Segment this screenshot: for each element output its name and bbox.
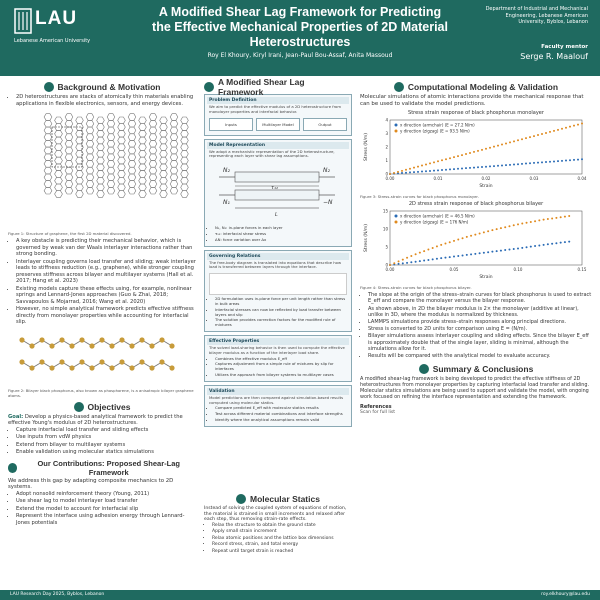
x-tick-label: 0.03 [529, 176, 539, 182]
background-section-title: Background & Motivation [8, 80, 196, 94]
figure2-caption: Figure 2: Bilayer black phosphorus, also known as phosphorene, is a anisotropic bilayer graphene atoms. [8, 387, 194, 398]
logo-subtitle: Lebanese American University [14, 38, 91, 44]
data-point [508, 249, 510, 251]
data-point [555, 242, 557, 244]
y-tick-label: 15 [382, 208, 388, 214]
data-point [440, 257, 442, 259]
governing-relations-text: The free-body diagram is translated into equations that describe how load is transferred between layers through the interface. [209, 259, 342, 270]
data-point [508, 225, 510, 227]
references-text: Scan for full list [360, 410, 395, 416]
data-point [517, 248, 519, 250]
data-point [449, 157, 451, 159]
data-point [477, 166, 479, 168]
data-point [389, 264, 391, 266]
data-point [429, 170, 431, 172]
modeling-icon [394, 82, 404, 92]
data-point [453, 168, 455, 170]
statics-bullets: • Relax the structure to obtain the ground state • Apply small strain increment • Relax atomic positions and the lattice box dimensions • Record stress, strain, and total energy • Repeat until target strain is reached [204, 523, 352, 555]
data-point [473, 151, 475, 153]
data-point [513, 141, 515, 143]
data-point [551, 218, 553, 220]
data-point [551, 243, 553, 245]
figure3-caption: Figure 3: Stress-strain curves for black phosphorus monolayer. [360, 194, 479, 200]
data-point [500, 250, 502, 252]
data-point [485, 148, 487, 150]
problem-definition-box [204, 94, 352, 136]
data-point [500, 227, 502, 229]
data-point [436, 246, 438, 248]
data-point [541, 133, 543, 135]
poster-title: A Modified Shear Lag Framework for Predicting the Effective Mechanical Properties of 2D Material Heterostructures [152, 5, 448, 49]
n2-right-label: N₂ [323, 167, 330, 175]
data-point [568, 241, 570, 243]
background-intro: • 2D heterostructures are stacks of atomically thin materials enabling applications in flexible electronics, sensors, and energy devices. [8, 94, 196, 107]
data-point [501, 144, 503, 146]
data-point [543, 244, 545, 246]
data-point [496, 228, 498, 230]
data-point [501, 165, 503, 167]
x-tick-label: 0.10 [513, 267, 523, 273]
data-point [569, 126, 571, 128]
data-point [545, 132, 547, 134]
data-point [462, 237, 464, 239]
data-point [525, 137, 527, 139]
data-point [525, 163, 527, 165]
contributions-icon [8, 463, 17, 473]
n1-label: N₁ [223, 199, 230, 207]
data-point [453, 156, 455, 158]
data-point [553, 130, 555, 132]
data-point [561, 128, 563, 130]
data-point [432, 259, 434, 261]
data-point [529, 162, 531, 164]
data-point [577, 159, 579, 161]
data-point [417, 171, 419, 173]
neg-n-label: −N [323, 199, 333, 207]
chart2-title: 2D stress strain response of black phosphorus bilayer [408, 201, 544, 208]
governing-relations-box [204, 250, 352, 332]
monolayer-chart [360, 116, 592, 188]
objectives-goal: Goal: Develop a physics-based analytical framework to predict the effective Young's modulus of 2D heterostructures. [8, 413, 183, 426]
data-point [577, 124, 579, 126]
x-tick-label: 0.00 [385, 267, 395, 273]
data-point [534, 245, 536, 247]
data-point [504, 226, 506, 228]
diagram-legend: • N₁, N₂: in-plane forces in each layer • τ₁₂: interfacial shear stress • ΔN: force variation over Δx [207, 226, 349, 242]
data-point [423, 250, 425, 252]
effective-properties-box [204, 335, 352, 382]
n2-label: N₂ [223, 167, 230, 175]
data-point [479, 233, 481, 235]
references-label: References [360, 404, 392, 411]
data-point [505, 164, 507, 166]
graphene-lattice-icon [8, 109, 196, 229]
data-point [469, 152, 471, 154]
data-point [405, 172, 407, 174]
data-point [415, 253, 417, 255]
data-point [429, 163, 431, 165]
footer-left: LAU Research Day 2025, Byblos, Lebanon [10, 592, 105, 597]
flow-inputs: Inputs [209, 118, 253, 131]
data-point [466, 254, 468, 256]
data-point [398, 263, 400, 265]
data-point [479, 252, 481, 254]
data-point [444, 257, 446, 259]
data-point [423, 260, 425, 262]
legend-label: y direction (zigzag) (E = 176 N/m) [400, 219, 469, 225]
data-point [555, 217, 557, 219]
data-point [474, 234, 476, 236]
y-tick-label: 10 [382, 226, 388, 232]
data-point [427, 259, 429, 261]
legend-marker [395, 215, 398, 218]
data-point [541, 162, 543, 164]
data-point [517, 224, 519, 226]
figure1-caption: Figure 1: Structure of graphene, the first 2D material discovered. [8, 231, 132, 236]
lau-logo [14, 8, 91, 58]
effective-properties-text: The solved load-sharing behavior is then used to compute the effective bilayer modulus as a function of the interlayer load share. [209, 344, 345, 355]
x-tick-label: 0.05 [449, 267, 459, 273]
model-representation-header: Model Representation [207, 142, 349, 149]
data-point [445, 169, 447, 171]
data-point [547, 218, 549, 220]
data-point [581, 123, 583, 125]
legend-marker [395, 124, 398, 127]
phosphorene-figure [8, 328, 196, 386]
data-point [410, 255, 412, 257]
data-point [441, 169, 443, 171]
data-point [565, 160, 567, 162]
mentor-name: Serge R. Maalouf [520, 52, 588, 61]
x-axis-label: Strain [479, 184, 493, 189]
objectives-icon [74, 402, 84, 412]
summary-icon [419, 364, 429, 374]
data-point [397, 171, 399, 173]
data-point [413, 167, 415, 169]
figure4-caption: Figure 4: Stress-strain curves for black phosphorus bilayer. [360, 285, 472, 291]
governing-bullets: • 2D formulation uses in-plane force per unit length rather than stress in bulk areas • Interfacial stresses can now be reflected by load transfer between layers and slip • The solution provides correction factors for the modified rule of mixtures [207, 297, 349, 328]
data-point [489, 147, 491, 149]
data-point [465, 167, 467, 169]
legend-label: x direction (armchair) (E = 46.5 N/m) [400, 213, 475, 219]
data-point [513, 224, 515, 226]
data-point [477, 150, 479, 152]
data-point [449, 256, 451, 258]
governing-relations-header: Governing Relations [207, 253, 349, 260]
data-point [457, 155, 459, 157]
contributions-bullets: • Adopt nonsolid reinforcement theory (Young, 2011) • Use shear lag to model interlayer load transfer • Extend the model to account for interfacial slip • Represent the interface using adhesion energy through Lennard-Jones potentials [8, 491, 196, 527]
data-point [436, 258, 438, 260]
data-point [509, 142, 511, 144]
data-point [557, 160, 559, 162]
data-point [401, 170, 403, 172]
data-point [526, 246, 528, 248]
y-tick-label: 0 [385, 171, 388, 177]
chart1-title: Stress strain response of black phosphorus monolayer [408, 110, 544, 117]
validation-text: Model predictions are then compared against simulation-based results computed using molecular statics. [209, 394, 344, 405]
legend-marker [395, 221, 398, 224]
data-point [497, 145, 499, 147]
data-point [513, 248, 515, 250]
data-point [485, 166, 487, 168]
data-point [461, 154, 463, 156]
data-point [487, 230, 489, 232]
y-tick-label: 2 [385, 144, 388, 150]
data-point [569, 159, 571, 161]
data-point [549, 161, 551, 163]
objectives-section-title: Objectives [8, 400, 196, 414]
summary-section-title: Summary & Conclusions [360, 362, 592, 376]
data-point [453, 240, 455, 242]
shear-lag-diagram-icon [207, 160, 347, 222]
data-point [543, 219, 545, 221]
length-label: L [275, 212, 278, 219]
data-point [521, 223, 523, 225]
model-representation-text: We adopt a mechanistic representation of the 2D heterostructure, representing each layer with shear lag assumptions. [209, 148, 335, 159]
y-axis-label: Stress (N/m) [364, 224, 369, 253]
data-point [398, 261, 400, 263]
data-point [568, 215, 570, 217]
phosphorene-chain-icon [8, 328, 196, 386]
summary-paragraph: A modified shear-lag framework is being developed to predict the effective stiffness of 2D heterostructures from monolayer properties by capturing interfacial load transfer and sliding. Molecular statics simulations are being used to support and validate the model, with ongoing work focused on refining the interface representation and extending the framework. [360, 376, 590, 401]
effective-bullets: • Combines the effective modulus E_eff • Captures adjustment from a simple rule of mixtures by slip for interfaces • Utilizes the approach from bilayer systems to multilayer cases [207, 357, 349, 378]
data-point [549, 131, 551, 133]
data-point [483, 232, 485, 234]
tau-label: τ₁₂ [271, 185, 279, 192]
data-point [437, 170, 439, 172]
validation-header: Validation [207, 388, 349, 395]
department: Department of Industrial and Mechanical Engineering, Lebanese American University, Byblos, Lebanon [485, 6, 588, 25]
data-point [453, 256, 455, 258]
legend-marker [395, 130, 398, 133]
authors: Roy El Khoury, Kiryl Irani, Jean-Paul Bou-Assaf, Anita Massoud [207, 52, 393, 59]
contributions-section-title: Our Contributions: Proposed Shear-Lag Framework [8, 458, 196, 478]
data-point [401, 172, 403, 174]
data-point [427, 249, 429, 251]
data-point [538, 245, 540, 247]
problem-flow [207, 116, 349, 133]
data-point [402, 263, 404, 265]
data-point [462, 255, 464, 257]
data-point [537, 134, 539, 136]
data-point [509, 164, 511, 166]
problem-definition-text: We aim to predict the effective modulus of a 2D heterostructure from monolayer properties and interfacial behavior. [209, 104, 342, 114]
statics-icon [236, 494, 246, 504]
data-point [441, 159, 443, 161]
modeling-bullets: • The slope at the origin of the stress–strain curves for black phosphorus is used to extract E_eff and compare the monolayer versus the bilayer response. • As shown above, in 2D the bilayer modulus is 2× the monolayer (additive at linear), unlike in 3D, where the modulus is normalized by thickness. • LAMMPS simulations provide stress–strain responses along principal directions. • Stress is converted to 2D units for comparison using E = (N/m). • Bilayer simulations assess interlayer coupling and sliding effects. Since the bilayer E_eff is approximately double that of the single layer, sliding is minimal, although the simulations allow for it. • Results will be compared with the analytical model to evaluate accuracy. [360, 292, 592, 359]
statics-section-title: Molecular Statics [204, 492, 352, 506]
data-point [564, 216, 566, 218]
data-point [533, 135, 535, 137]
mentor-label: Faculty mentor [541, 44, 588, 50]
data-point [466, 236, 468, 238]
y-tick-label: 0 [385, 262, 388, 268]
background-icon [44, 82, 54, 92]
statics-paragraph: Instead of solving the coupled system of equations of motion, the material is strained in small increments and relaxed after each step, thus removing strain-rate effects. [204, 506, 347, 523]
data-point [405, 169, 407, 171]
data-point [419, 252, 421, 254]
y-tick-label: 4 [385, 117, 388, 123]
validation-box [204, 385, 352, 427]
data-point [491, 229, 493, 231]
data-point [521, 247, 523, 249]
data-point [457, 168, 459, 170]
data-point [437, 160, 439, 162]
data-point [449, 169, 451, 171]
x-tick-label: 0.01 [433, 176, 443, 182]
background-bullets: • A key obstacle is predicting their mechanical behavior, which is governed by weak van der Waals interlayer interactions rather than strong bonding. • Interlayer coupling governs load transfer and sliding; weak interlayer leads to stiffness reduction (e.g., graphene), while stronger coupling preserves stiffness across bilayer and multilayer systems (Hall et al. 2017; Hang et al. 2023) • Existing models capture these effects using, for example, nonlinear springs and Lennard-Jones approaches (Guo & Zhai, 2018; Savvapoulos & Mojarrad, 2016; Wang et al. 2020) • However, no simple analytical framework predicts effective stiffness directly from monolayer properties while accounting for interfacial slip. [8, 238, 196, 326]
data-point [433, 162, 435, 164]
column-right [360, 80, 592, 415]
y-axis-label: Stress (N/m) [364, 133, 369, 162]
data-point [409, 168, 411, 170]
data-point [457, 255, 459, 257]
data-point [560, 242, 562, 244]
data-point [530, 246, 532, 248]
logo-text: LAU [35, 8, 78, 29]
column-left [8, 80, 196, 527]
data-point [417, 166, 419, 168]
molecular-statics-section [204, 492, 352, 555]
data-point [433, 170, 435, 172]
data-point [474, 253, 476, 255]
legend-label: y direction (zigzag) (E = 93.5 N/m) [400, 128, 470, 134]
column-middle [204, 77, 352, 430]
data-point [440, 244, 442, 246]
legend-label: x direction (armchair) (E = 27.2 N/m) [400, 122, 475, 128]
data-point [402, 259, 404, 261]
x-tick-label: 0.15 [577, 267, 587, 273]
data-point [513, 164, 515, 166]
x-axis-label: Strain [479, 275, 493, 280]
data-point [581, 158, 583, 160]
data-point [573, 159, 575, 161]
data-point [505, 143, 507, 145]
modeling-intro: Molecular simulations of atomic interactions provide the mechanical response that can be used to validate the model predictions. [360, 94, 584, 107]
data-point [421, 165, 423, 167]
x-tick-label: 0.02 [481, 176, 491, 182]
data-point [449, 241, 451, 243]
data-point [489, 166, 491, 168]
data-point [470, 254, 472, 256]
data-point [547, 243, 549, 245]
data-point [432, 247, 434, 249]
data-point [538, 220, 540, 222]
data-point [470, 235, 472, 237]
y-tick-label: 1 [385, 158, 388, 164]
problem-definition-header: Problem Definition [207, 97, 349, 104]
data-point [526, 222, 528, 224]
data-point [406, 262, 408, 264]
data-point [557, 129, 559, 131]
data-point [521, 138, 523, 140]
bilayer-chart [360, 207, 592, 279]
data-point [517, 163, 519, 165]
modeling-section-title: Computational Modeling & Validation [360, 80, 592, 94]
data-point [483, 252, 485, 254]
data-point [413, 171, 415, 173]
flow-model: Multilayer Model [256, 118, 300, 131]
contributions-intro: We address this gap by adapting composite mechanics to 2D systems. [8, 477, 174, 491]
y-tick-label: 3 [385, 131, 388, 137]
data-point [521, 163, 523, 165]
data-point [444, 243, 446, 245]
data-point [564, 241, 566, 243]
data-point [425, 164, 427, 166]
data-point [406, 257, 408, 259]
data-point [457, 239, 459, 241]
data-point [517, 139, 519, 141]
flow-output: Output [303, 118, 347, 131]
data-point [425, 170, 427, 172]
data-point [469, 167, 471, 169]
data-point [491, 251, 493, 253]
data-point [545, 161, 547, 163]
x-tick-label: 0.00 [385, 176, 395, 182]
data-point [529, 136, 531, 138]
data-point [445, 158, 447, 160]
framework-icon [204, 82, 214, 92]
objectives-bullets: • Capture interfacial load transfer and sliding effects • Use inputs from vdW physics • Extend from bilayer to multilayer systems • Enable validation using molecular statics simulations [8, 427, 196, 456]
data-point [461, 168, 463, 170]
data-point [573, 125, 575, 127]
data-point [409, 172, 411, 174]
footer-email: roy.elkhoury@lau.edu [541, 592, 590, 597]
data-point [553, 161, 555, 163]
data-point [537, 162, 539, 164]
data-point [481, 166, 483, 168]
graphene-figure [8, 109, 196, 229]
model-representation-box [204, 139, 352, 247]
data-point [393, 172, 395, 174]
data-point [410, 261, 412, 263]
data-point [496, 250, 498, 252]
data-point [415, 261, 417, 263]
data-point [560, 216, 562, 218]
framework-section-title: A Modified Shear Lag Framework [204, 80, 352, 94]
y-tick-label: 5 [385, 244, 388, 250]
data-point [565, 127, 567, 129]
data-point [534, 220, 536, 222]
data-point [493, 146, 495, 148]
validation-bullets: • Compare predicted E_eff with molecular statics results • Test across different material combinations and interface strengths • Identify where the analytical assumptions remain valid [207, 406, 349, 422]
data-point [497, 165, 499, 167]
data-point [487, 251, 489, 253]
data-point [561, 160, 563, 162]
data-point [533, 162, 535, 164]
data-point [421, 171, 423, 173]
lau-emblem-icon [14, 8, 32, 34]
footer [0, 590, 600, 600]
header [0, 0, 600, 76]
data-point [389, 173, 391, 175]
data-point [481, 149, 483, 151]
data-point [530, 221, 532, 223]
governing-equations-panel [209, 273, 347, 295]
effective-properties-header: Effective Properties [207, 338, 349, 345]
data-point [393, 262, 395, 264]
data-point [493, 165, 495, 167]
data-point [504, 249, 506, 251]
data-point [465, 153, 467, 155]
x-tick-label: 0.04 [577, 176, 587, 182]
data-point [473, 167, 475, 169]
data-point [419, 260, 421, 262]
